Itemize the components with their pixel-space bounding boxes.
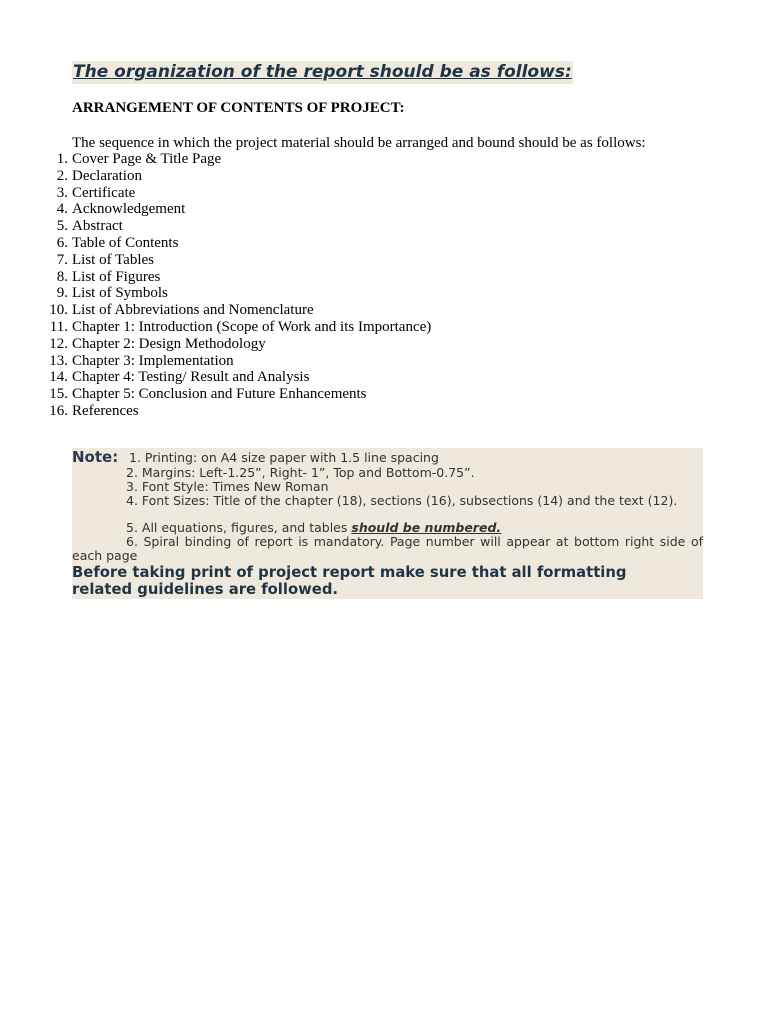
list-item (40, 403, 431, 420)
note-line-font-style: 3. Font Style: Times New Roman (126, 479, 329, 494)
list-item-number: 15. (49, 386, 68, 403)
list-item-number: 3. (56, 184, 68, 201)
note-line-binding: 6. Spiral binding of report is mandatory. Page number will appear at bottom right side of each page (72, 534, 703, 563)
list-item-number: 6. (56, 234, 68, 251)
note-emphasis: should be numbered. (351, 520, 502, 535)
note-line-margins: 2. Margins: Left-1.25”, Right- 1”, Top and Bottom-0.75”. (126, 465, 475, 480)
list-item (40, 386, 431, 403)
list-item-text: List of Abbreviations and Nomenclature (72, 302, 314, 319)
list-item (40, 302, 431, 319)
list-item-text: Chapter 3: Implementation (72, 352, 234, 369)
list-item (40, 319, 431, 336)
list-item-text: List of Tables (72, 251, 154, 268)
list-item-number: 2. (56, 167, 68, 184)
list-item-text: Chapter 1: Introduction (Scope of Work and its Importance) (72, 318, 432, 335)
list-item (40, 168, 431, 185)
list-item-number: 14. (49, 369, 68, 386)
list-item-text: Certificate (72, 184, 136, 201)
note-box (72, 448, 703, 599)
list-item-number: 4. (56, 201, 68, 218)
list-item-text: Chapter 4: Testing/ Result and Analysis (72, 369, 310, 386)
page-title: The organization of the report should be as follows: (73, 62, 572, 82)
list-item-text: Table of Contents (72, 234, 179, 251)
list-item-text: List of Figures (72, 268, 161, 285)
list-item-number: 8. (56, 268, 68, 285)
note-label: Note: (72, 448, 119, 466)
section-heading: ARRANGEMENT OF CONTENTS OF PROJECT: (72, 100, 405, 116)
list-item-number: 11. (49, 318, 68, 335)
list-item-text: References (72, 402, 139, 419)
list-item-text: Abstract (72, 218, 123, 235)
list-item-number: 16. (49, 402, 68, 419)
list-item-number: 7. (56, 251, 68, 268)
list-item (40, 252, 431, 269)
list-item-text: List of Symbols (72, 285, 168, 302)
final-note: Before taking print of project report make sure that all formatting related guidelines are followed. (72, 564, 627, 598)
contents-list (40, 151, 431, 420)
list-item (40, 235, 431, 252)
note-line-printing: 1. Printing: on A4 size paper with 1.5 line spacing (129, 450, 439, 465)
note-line-numbering-text: 5. All equations, figures, and tables (126, 520, 352, 535)
list-item-number: 12. (49, 335, 68, 352)
list-item (40, 269, 431, 286)
list-item (40, 369, 431, 386)
list-item-text: Chapter 2: Design Methodology (72, 335, 266, 352)
list-item-number: 9. (56, 285, 68, 302)
note-line-numbering (126, 521, 501, 535)
list-item-text: Declaration (72, 167, 142, 184)
list-item-number: 10. (49, 302, 68, 319)
list-item-text: Cover Page & Title Page (72, 151, 222, 167)
list-item (40, 185, 431, 202)
list-item (40, 353, 431, 370)
list-item (40, 336, 431, 353)
list-item (40, 201, 431, 218)
list-item (40, 218, 431, 235)
intro-paragraph: The sequence in which the project material should be arranged and bound should be as follows: (72, 135, 646, 151)
list-item-number: 13. (49, 352, 68, 369)
list-item-number: 1. (56, 151, 68, 167)
list-item-text: Chapter 5: Conclusion and Future Enhancements (72, 386, 367, 403)
list-item (40, 285, 431, 302)
list-item (40, 151, 431, 168)
list-item-number: 5. (56, 218, 68, 235)
list-item-text: Acknowledgement (72, 201, 186, 218)
note-line-font-sizes: 4. Font Sizes: Title of the chapter (18), sections (16), subsections (14) and the text (12). (126, 493, 678, 508)
